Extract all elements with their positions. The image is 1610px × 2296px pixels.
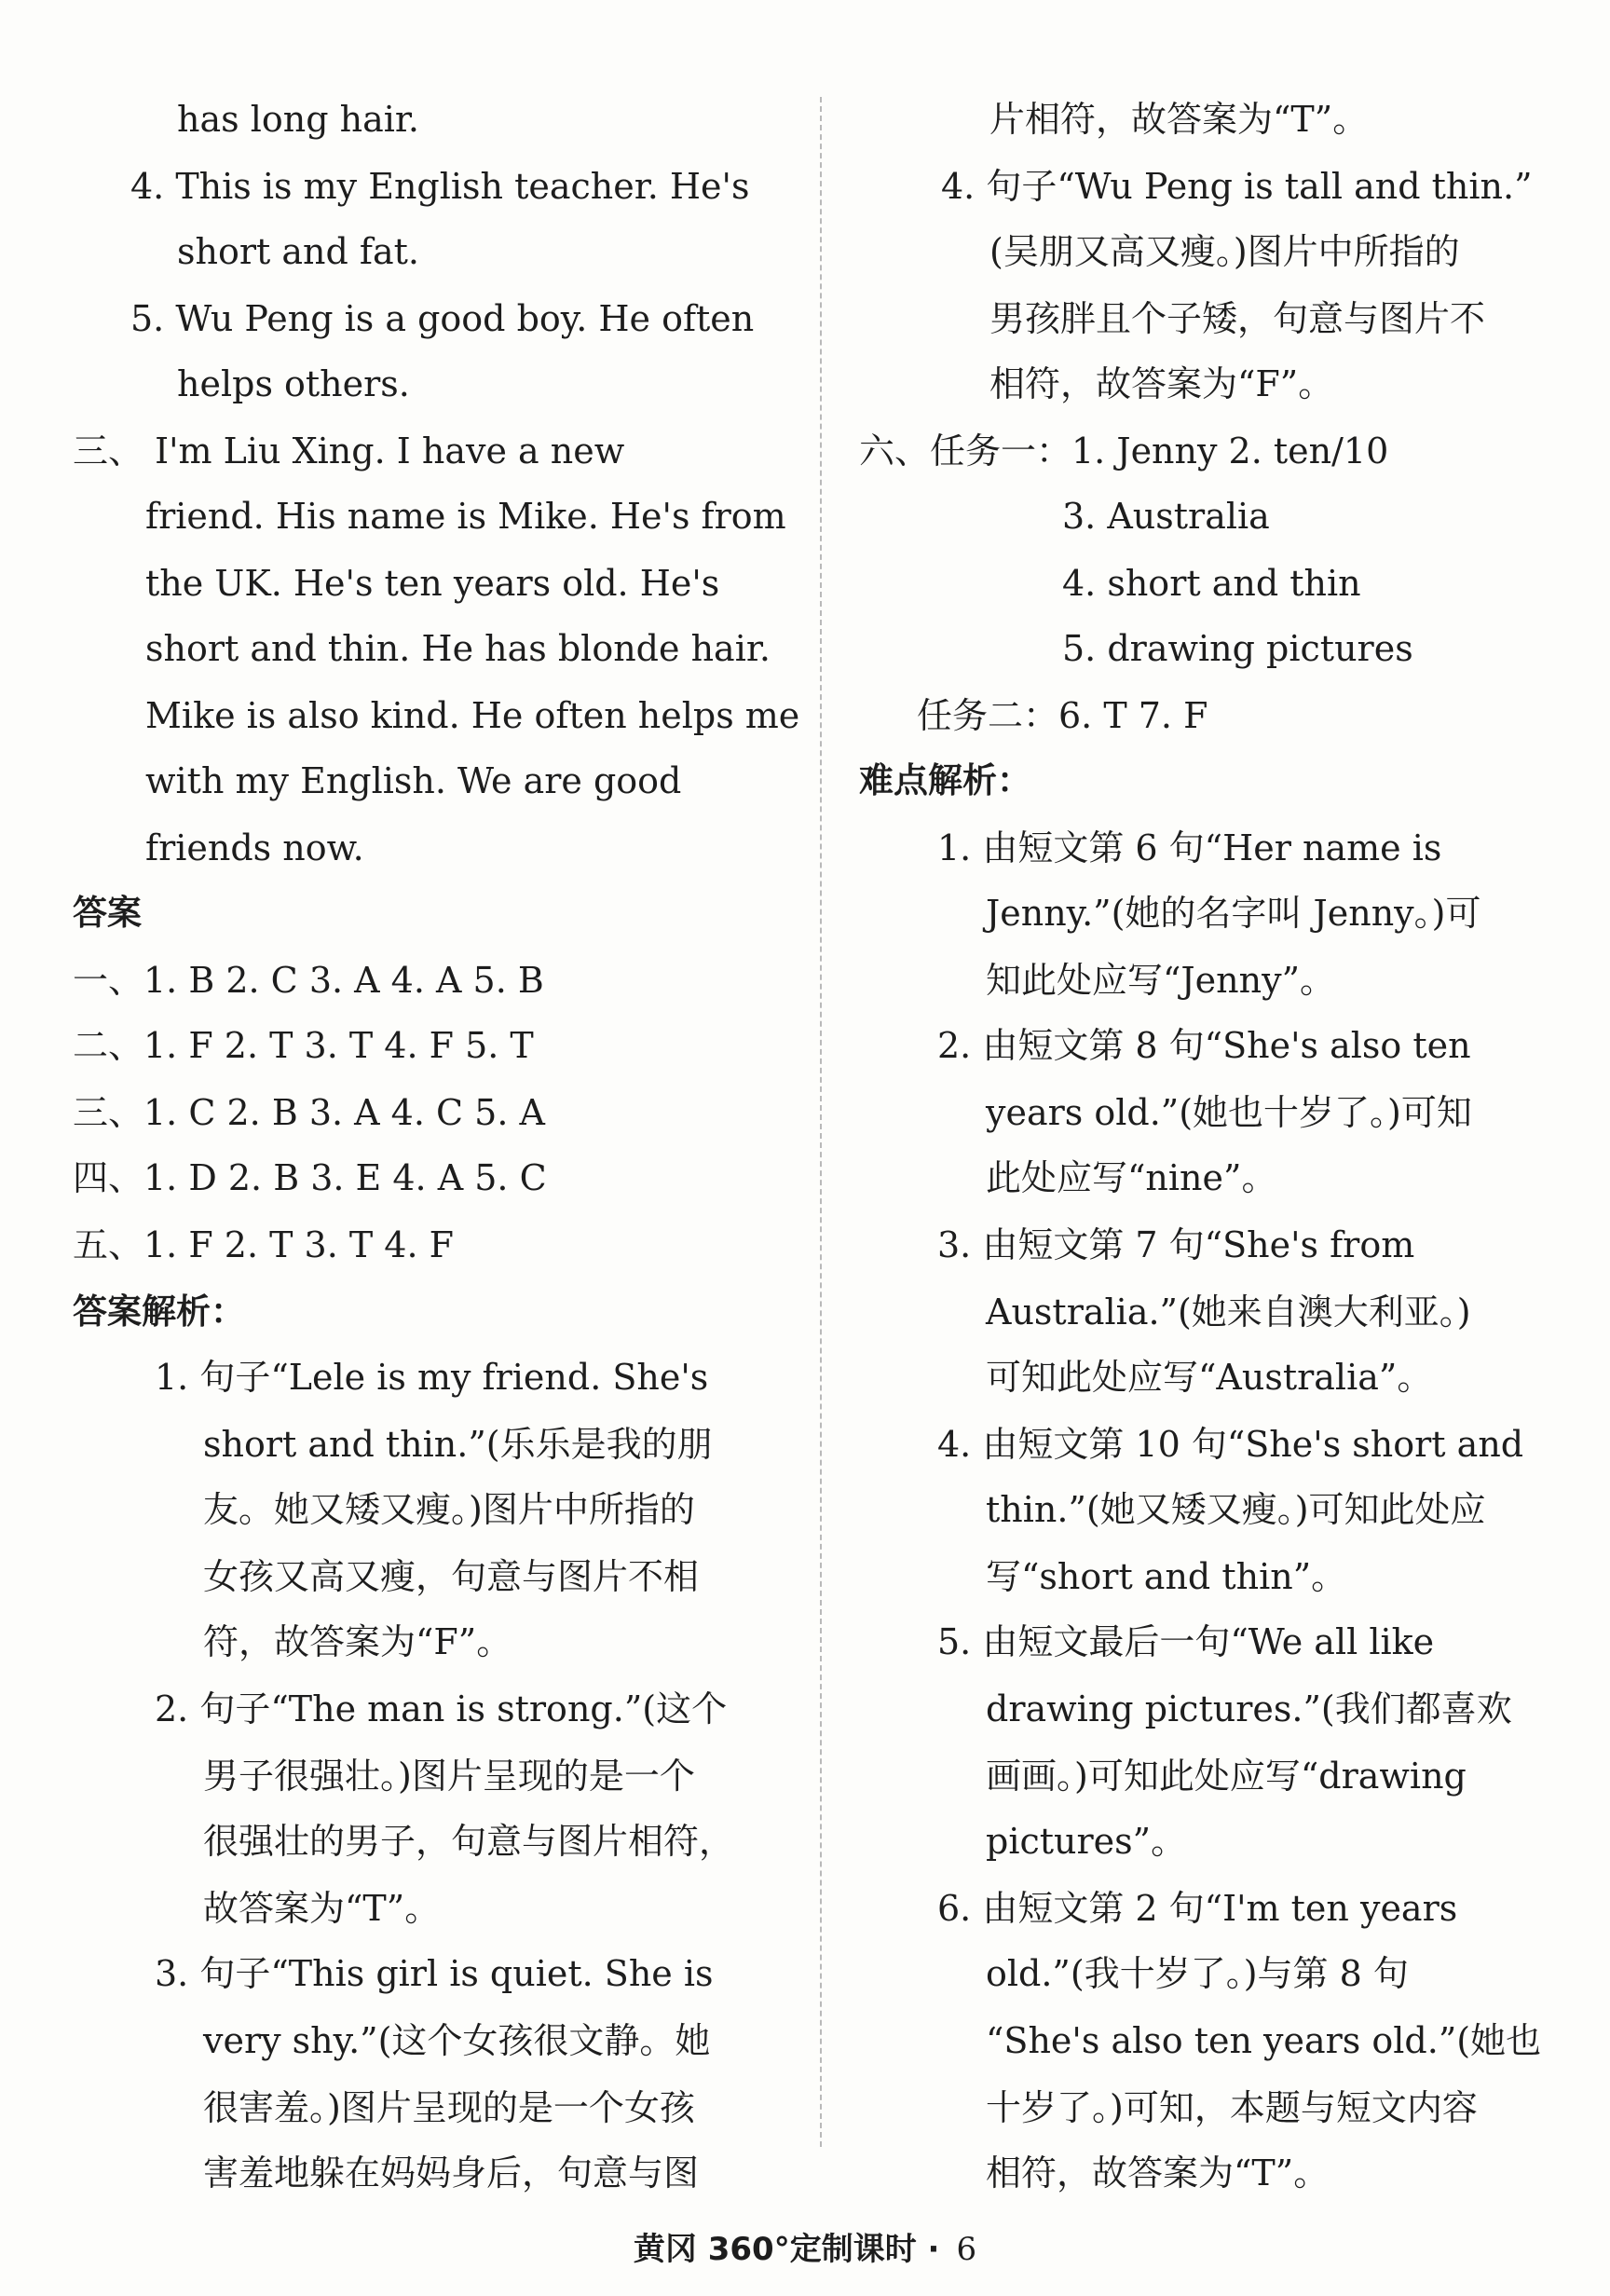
text-line: friend. His name is Mike. He's from [145, 496, 786, 537]
text-line: Australia.”(她来自澳大利亚。) [986, 1292, 1471, 1332]
text-line: 片相符，故答案为“T”。 [989, 99, 1369, 140]
text-line: 1. 由短文第 6 句“Her name is [937, 827, 1442, 868]
answers-heading: 答案 [73, 893, 142, 933]
text-line: 3. 由短文第 7 句“She's from [937, 1224, 1415, 1265]
text-line: 3. 句子“This girl is quiet. She is [155, 1953, 714, 1994]
text-line: 十岁了。)可知，本题与短文内容 [986, 2087, 1478, 2128]
text-line: 友。她又矮又瘦。)图片中所指的 [203, 1489, 695, 1530]
text-line: 可知此处应写“Australia”。 [986, 1357, 1433, 1398]
text-line: very shy.”(这个女孩很文静。她 [203, 2020, 711, 2061]
text-line: Mike is also kind. He often helps me [145, 695, 800, 736]
text-line: helps others. [177, 363, 410, 404]
text-line: 很强壮的男子，句意与图片相符， [203, 1821, 735, 1862]
text-line: 相符，故答案为“T”。 [986, 2152, 1330, 2194]
text-line: “She's also ten years old.”(她也 [986, 2020, 1542, 2061]
text-line: Jenny.”(她的名字叫 Jenny。)可 [986, 893, 1481, 934]
text-line: 很害羞。)图片呈现的是一个女孩 [203, 2087, 695, 2128]
answer-row: 二、1. F 2. T 3. T 4. F 5. T [73, 1025, 534, 1066]
page-footer [0, 2229, 1610, 2270]
column-divider [820, 97, 822, 2147]
text-line: 符，故答案为“F”。 [203, 1621, 512, 1662]
text-line: 男孩胖且个子矮，句意与图片不 [989, 298, 1486, 339]
text-line: 5. drawing pictures [1062, 628, 1413, 669]
text-line: short and thin. He has blonde hair. [145, 628, 771, 669]
text-line: 2. 句子“The man is strong.”(这个 [155, 1688, 728, 1729]
text-line: 知此处应写“Jenny”。 [986, 960, 1335, 1001]
text-line: old.”(我十岁了。)与第 8 句 [986, 1953, 1409, 1994]
text-line: 此处应写“nine”。 [986, 1157, 1277, 1198]
answer-row: 五、1. F 2. T 3. T 4. F [73, 1224, 455, 1265]
answer-row: 三、1. C 2. B 3. A 4. C 5. A [73, 1092, 545, 1133]
text-line: short and thin.”(乐乐是我的朋 [203, 1424, 713, 1465]
text-line: drawing pictures.”(我们都喜欢 [986, 1688, 1512, 1729]
text-line: 女孩又高又瘦，句意与图片不相 [203, 1556, 700, 1597]
text-line: 男子很强壮。)图片呈现的是一个 [203, 1756, 695, 1797]
text-line: 三、 I'm Liu Xing. I have a new [73, 430, 625, 472]
text-line: 4. short and thin [1062, 563, 1361, 604]
analysis-heading: 答案解析： [73, 1292, 245, 1332]
answer-row: 一、1. B 2. C 3. A 4. A 5. B [73, 960, 544, 1001]
text-line: 2. 由短文第 8 句“She's also ten [937, 1025, 1471, 1066]
text-line: 4. 由短文第 10 句“She's short and [937, 1424, 1524, 1465]
text-line: pictures”。 [986, 1821, 1187, 1862]
text-line: 故答案为“T”。 [203, 1888, 441, 1929]
text-line: 害羞地躲在妈妈身后，句意与图 [203, 2152, 700, 2194]
text-line: 6. 由短文第 2 句“I'm ten years [937, 1888, 1458, 1929]
text-line: 1. 句子“Lele is my friend. She's [155, 1357, 709, 1398]
text-line: friends now. [145, 827, 364, 868]
page-number: 6 [956, 2231, 977, 2268]
text-line: 5. Wu Peng is a good boy. He often [130, 298, 755, 339]
answer-row: 四、1. D 2. B 3. E 4. A 5. C [73, 1157, 547, 1198]
difficulty-heading: 难点解析： [859, 760, 1031, 800]
text-line: with my English. We are good [145, 760, 682, 801]
text-line: 5. 由短文最后一句“We all like [937, 1621, 1435, 1662]
text-line: (吴朋又高又瘦。)图片中所指的 [989, 231, 1460, 272]
text-line: 画画。)可知此处应写“drawing [986, 1756, 1467, 1797]
text-line: short and fat. [177, 231, 419, 272]
text-line: 写“short and thin”。 [986, 1556, 1347, 1597]
text-line: the UK. He's ten years old. He's [145, 563, 720, 604]
text-line: 4. 句子“Wu Peng is tall and thin.” [941, 166, 1533, 207]
text-line: years old.”(她也十岁了。)可知 [986, 1092, 1472, 1133]
text-line: 任务二：6. T 7. F [917, 695, 1208, 736]
text-line: 3. Australia [1062, 496, 1270, 537]
text-line: 六、任务一：1. Jenny 2. ten/10 [859, 430, 1389, 472]
text-line: thin.”(她又矮又瘦。)可知此处应 [986, 1489, 1486, 1530]
footer-title: 黄冈 360°定制课时 · [633, 2231, 940, 2268]
text-line: has long hair. [177, 99, 419, 140]
text-line: 相符，故答案为“F”。 [989, 363, 1334, 404]
text-line: 4. This is my English teacher. He's [130, 166, 750, 207]
